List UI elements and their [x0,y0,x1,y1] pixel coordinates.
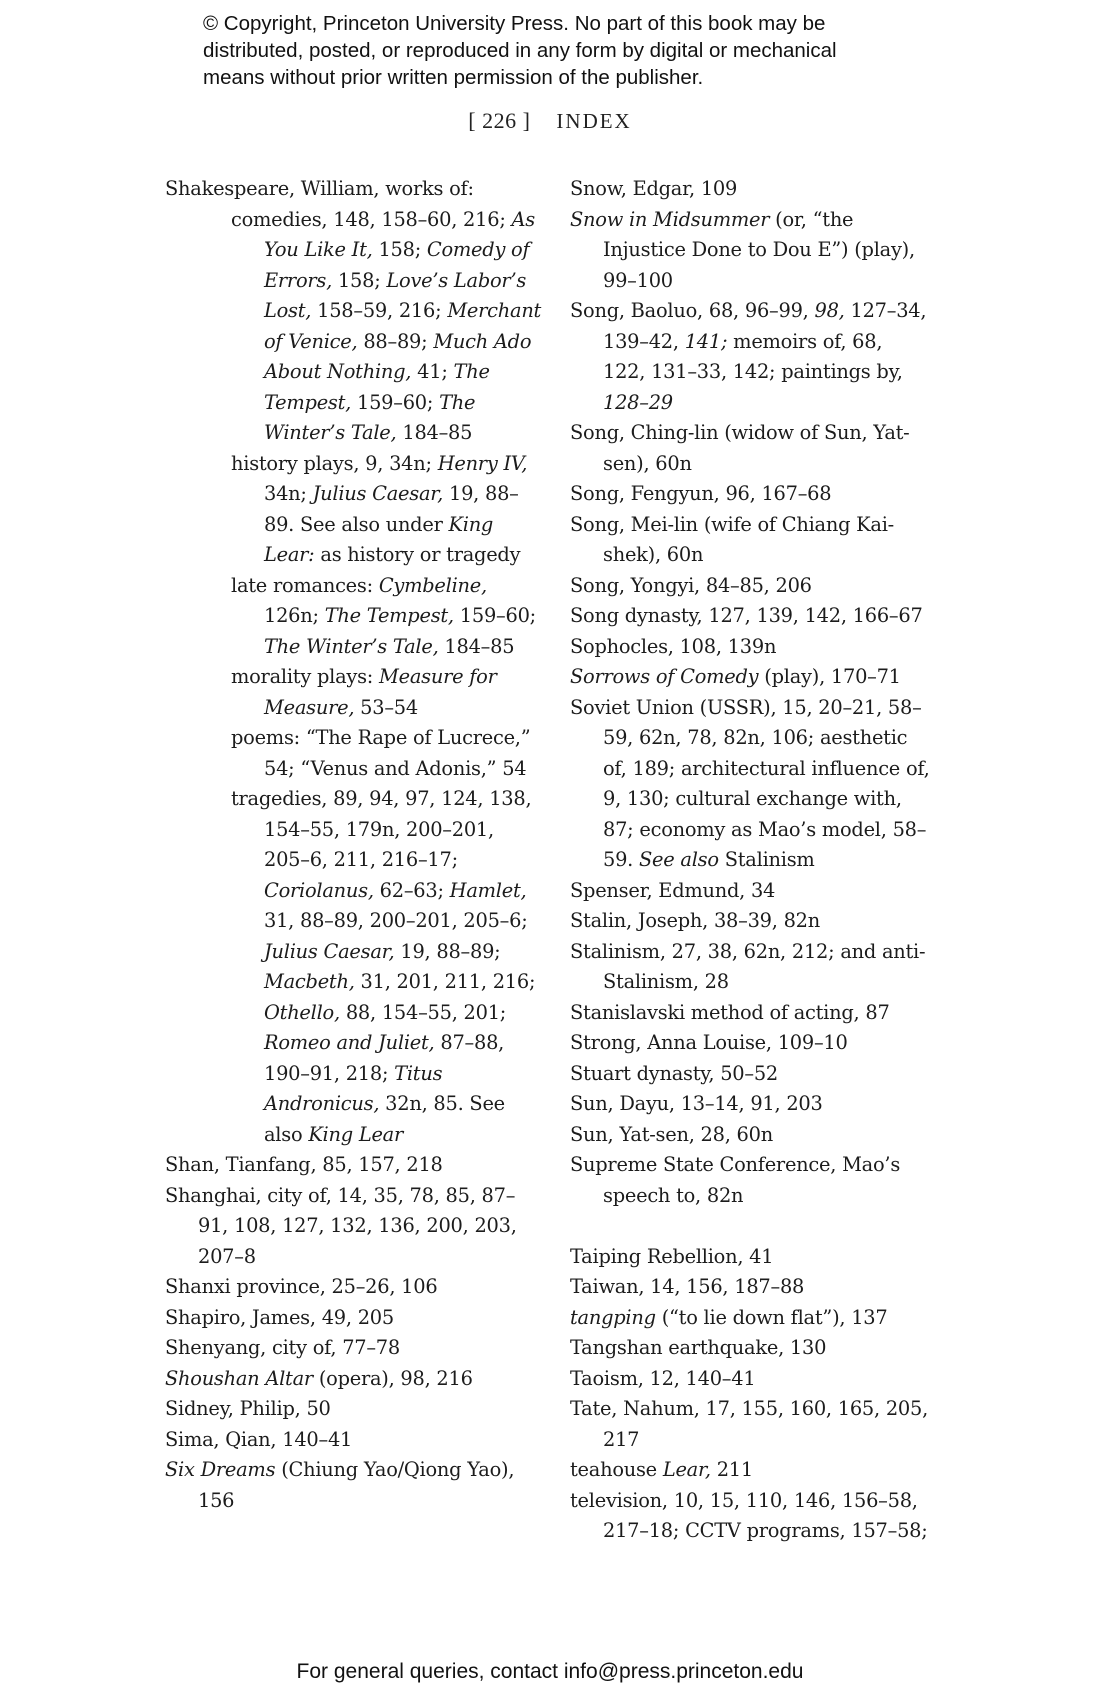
index-entry: Stanislavski method of acting, 87 [570,1000,890,1024]
index-entry: Supreme State Conference, Mao’s speech to, 82n [570,1153,901,1207]
index-entry: Song, Baoluo, 68, 96–99, 98, 127–34, 139–42, 141; memoirs of, 68, 122, 131–33, 142; paintings by, 128–29 [570,299,927,414]
index-entry: Stuart dynasty, 50–52 [570,1061,779,1085]
index-entry: Shanxi province, 25–26, 106 [165,1275,438,1298]
index-entry: Sun, Yat-sen, 28, 60n [570,1122,773,1146]
index-entry: Song, Mei-lin (wife of Chiang Kai-shek), 60n [570,512,894,566]
index-entry: Shanghai, city of, 14, 35, 78, 85, 87–91, 108, 127, 132, 136, 200, 203, 207–8 [165,1183,517,1268]
running-head [0,108,1100,134]
index-entry: Song, Fengyun, 96, 167–68 [570,482,832,505]
index-entry: Stalin, Joseph, 38–39, 82n [570,909,820,932]
section-title: INDEX [556,109,632,133]
copyright-line: means without prior written permission of the publisher. [203,66,704,89]
index-subentry: tragedies, 89, 94, 97, 124, 138, 154–55, 179n, 200–201, 205–6, 211, 216–17; Coriolanus, 62–63; Hamlet, 31, 88–89, 200–201, 205–6; Julius Caesar, 19, 88–89; Macbeth, 31, 201, 211, 216; Othello, 88, 154–55, 201; Romeo and Juliet, 87–88, 190–91, 218; Titus Andronicus, 32n, 85. See also King Lear [231,787,536,1146]
index-entry: television, 10, 15, 110, 146, 156–58, 217–18; CCTV programs, 157–58; [570,1488,928,1542]
index-subentry: comedies, 148, 158–60, 216; As You Like It, 158; Comedy of Errors, 158; Love’s Labor’s Lost, 158–59, 216; Merchant of Venice, 88–89; Much Ado About Nothing, 41; The Tempest, 159–60; The Winter’s Tale, 184–85 [231,207,542,444]
copyright-notice [203,10,963,91]
index-subentry: late romances: Cymbeline, 126n; The Tempest, 159–60; The Winter’s Tale, 184–85 [231,573,536,658]
index-entry: Snow in Midsummer (or, “the Injustice Done to Dou E”) (play), 99–100 [570,207,915,292]
index-entry: Sorrows of Comedy (play), 170–71 [570,665,901,688]
index-entry: Song dynasty, 127, 139, 142, 166–67 [570,604,923,627]
index-entry: Taiwan, 14, 156, 187–88 [570,1275,805,1298]
copyright-line: distributed, posted, or reproduced in any form by digital or mechanical [203,39,837,62]
index-entry: Spenser, Edmund, 34 [570,878,776,902]
index-entry: Snow, Edgar, 109 [570,177,738,200]
index-entry: Strong, Anna Louise, 109–10 [570,1031,848,1054]
page-number: [ 226 ] [468,108,531,133]
index-column-left [165,174,545,1516]
index-entry: tangping (“to lie down flat”), 137 [570,1305,888,1329]
index-entry: Sophocles, 108, 139n [570,634,777,658]
index-entry: Song, Ching-lin (widow of Sun, Yat-sen), 60n [570,421,910,475]
index-entry: Sidney, Philip, 50 [165,1397,331,1420]
index-entry: Taiping Rebellion, 41 [570,1244,774,1268]
index-entry: Stalinism, 27, 38, 62n, 212; and anti-Stalinism, 28 [570,939,926,993]
index-entry: teahouse Lear, 211 [570,1458,753,1481]
index-entry: Shenyang, city of, 77–78 [165,1336,400,1359]
index-entry: Taoism, 12, 140–41 [570,1366,756,1390]
index-entry: Shoushan Altar (opera), 98, 216 [165,1366,473,1390]
index-column-right [570,174,930,1547]
index-entry: Shan, Tianfang, 85, 157, 218 [165,1153,443,1176]
index-entry: Tate, Nahum, 17, 155, 160, 165, 205, 217 [570,1397,928,1451]
index-subentry: history plays, 9, 34n; Henry IV, 34n; Julius Caesar, 19, 88–89. See also under King Lear: as history or tragedy [231,451,528,566]
index-entry: Six Dreams (Chiung Yao/Qiong Yao), 156 [165,1458,515,1512]
index-entry: Shakespeare, William, works of: [165,177,474,200]
index-entry: Sun, Dayu, 13–14, 91, 203 [570,1092,823,1115]
index-entry: Song, Yongyi, 84–85, 206 [570,573,812,597]
footer-contact: For general queries, contact info@press.princeton.edu [296,1660,804,1683]
index-subentry: morality plays: Measure for Measure, 53–54 [231,665,497,719]
index-entry: Shapiro, James, 49, 205 [165,1305,394,1329]
index-entry: Tangshan earthquake, 130 [570,1336,827,1359]
copyright-line: © Copyright, Princeton University Press. No part of this book may be [203,12,826,35]
index-subentry: poems: “The Rape of Lucrece,” 54; “Venus and Adonis,” 54 [231,726,531,780]
index-entry: Sima, Qian, 140–41 [165,1427,353,1451]
index-entry: Soviet Union (USSR), 15, 20–21, 58–59, 62n, 78, 82n, 106; aesthetic of, 189; architectural influence of, 9, 130; cultural exchange with, 87; economy as Mao’s model, 58–59. See also Stalinism [570,695,930,871]
